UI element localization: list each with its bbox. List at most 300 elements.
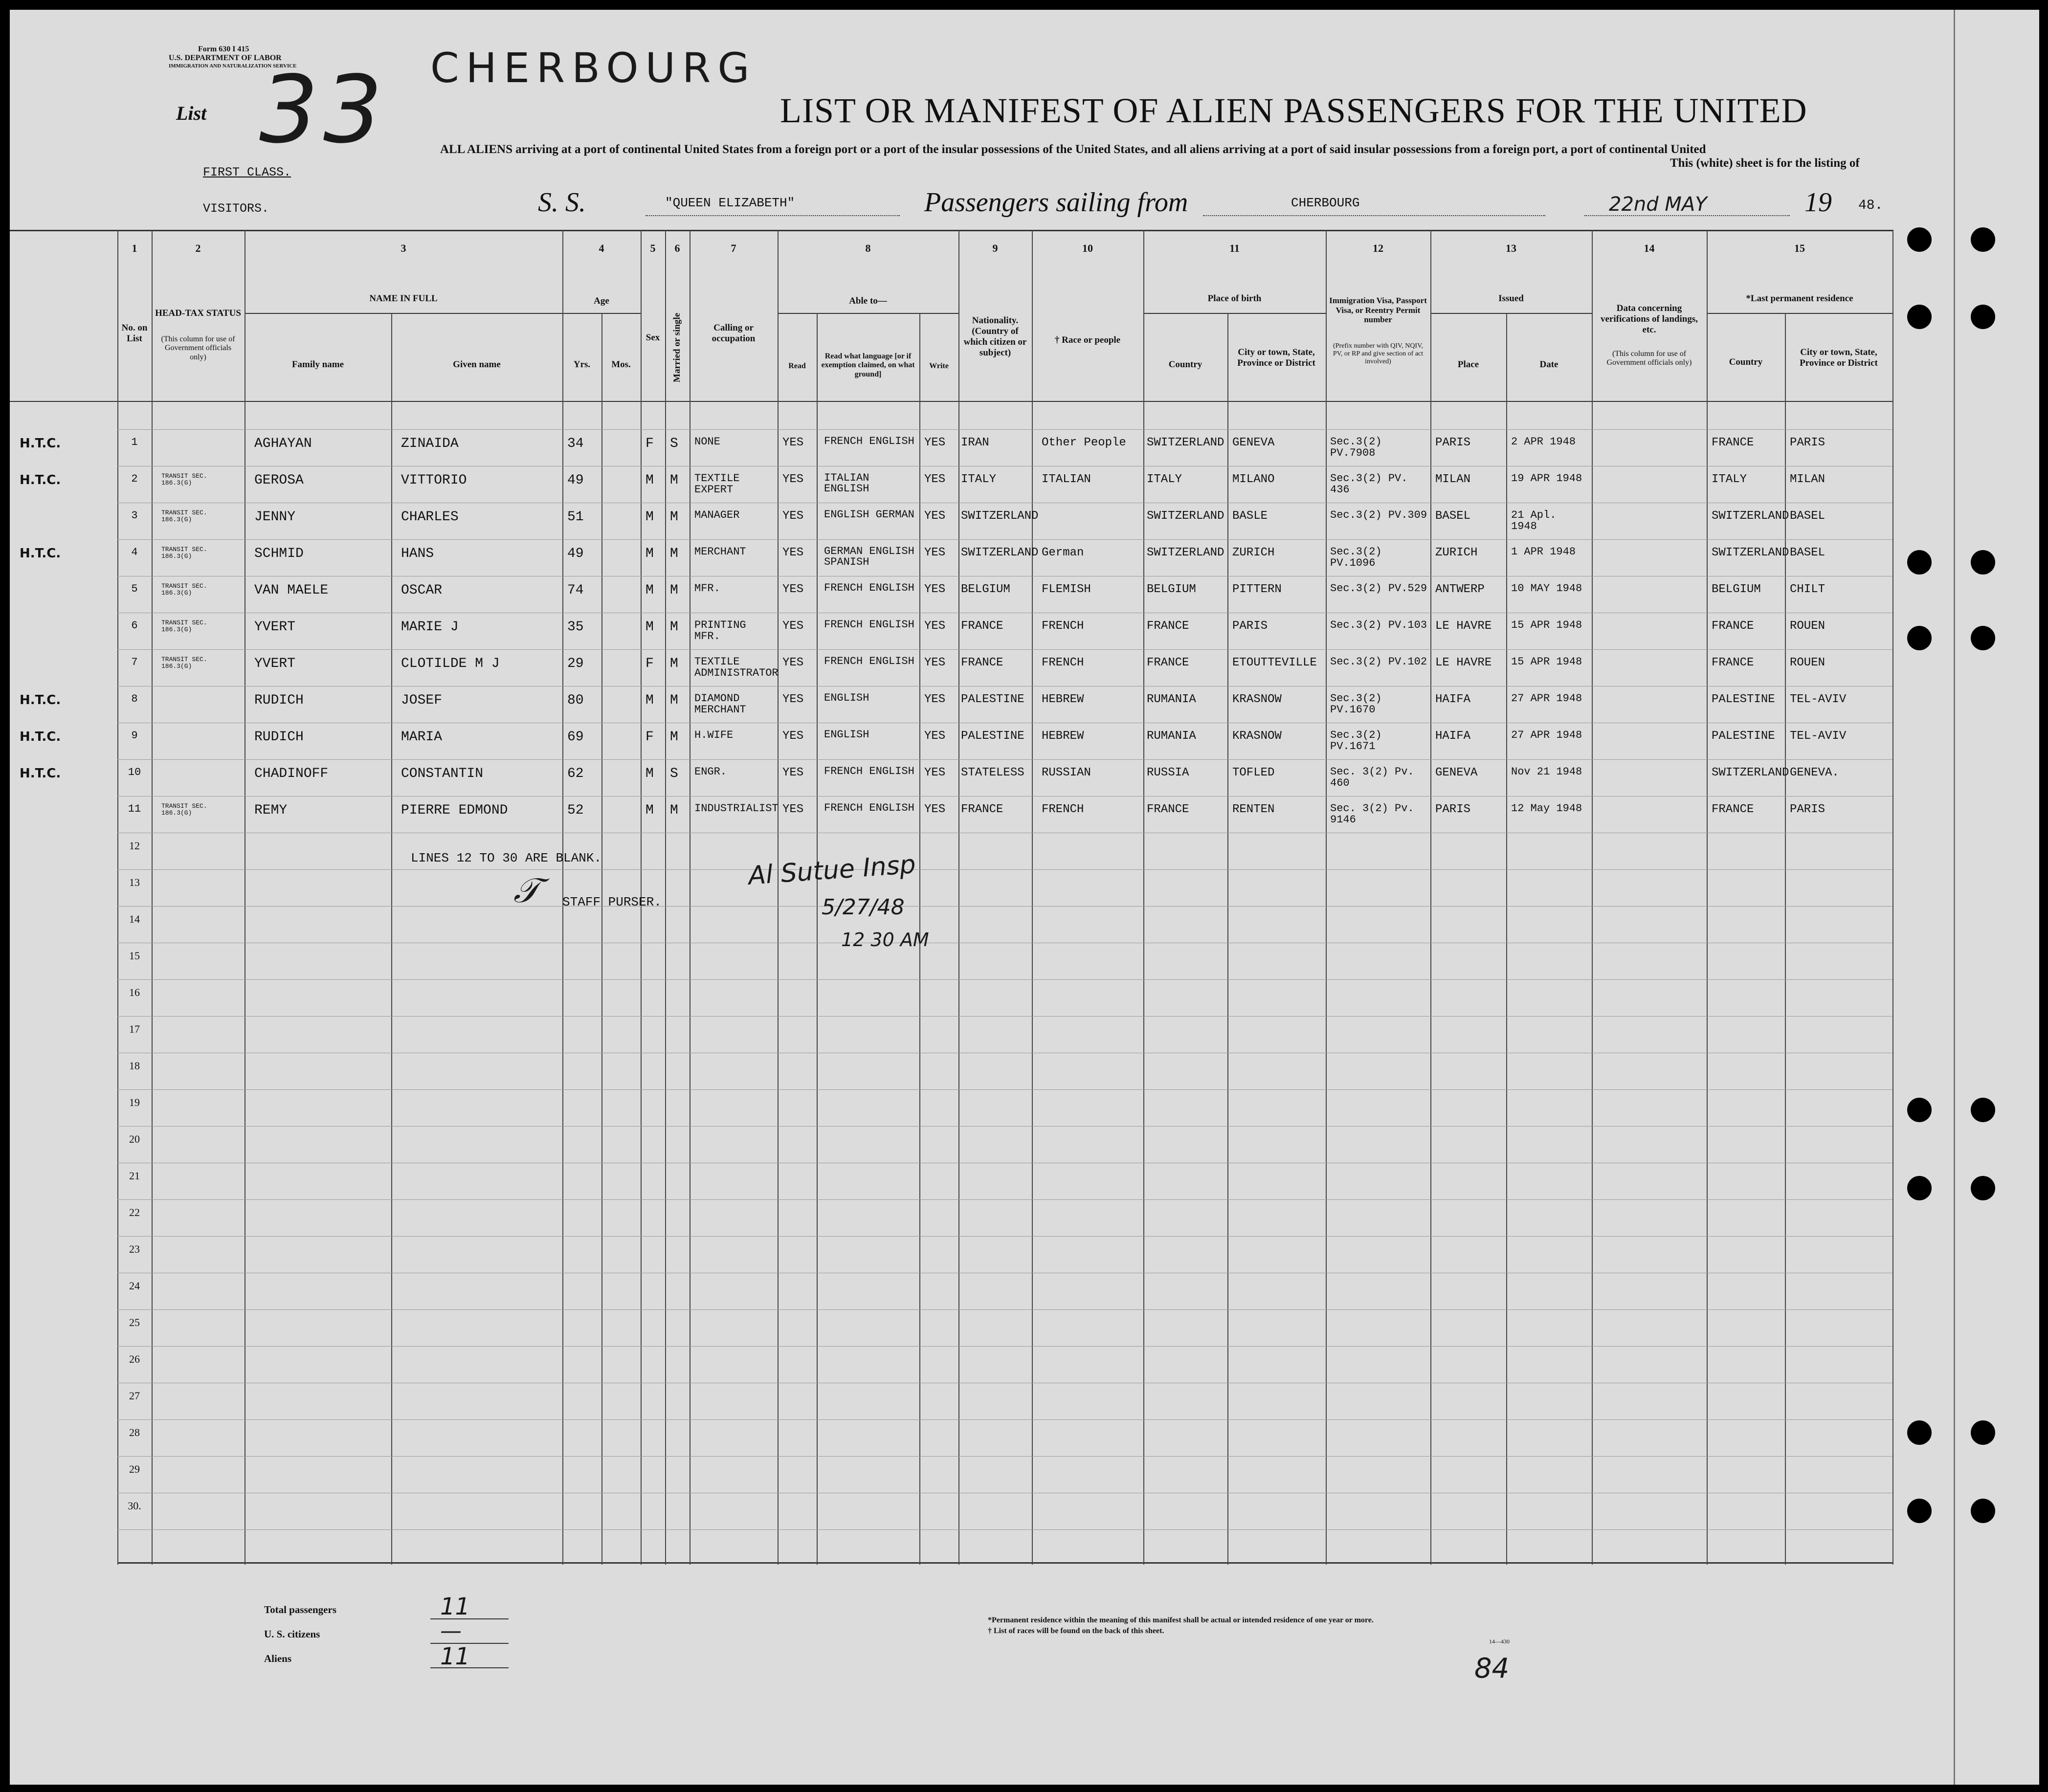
- year-prefix: 19: [1804, 187, 1832, 218]
- row-number: 3: [131, 509, 138, 522]
- col-number: 10: [1082, 242, 1093, 254]
- blank-row-number: 17: [129, 1023, 140, 1035]
- birth-city: PITTERN: [1232, 583, 1282, 596]
- punch-hole: [1971, 1098, 1995, 1122]
- col-head-nationality: Nationality. (Country of which citizen or subject): [963, 315, 1027, 358]
- can-write: YES: [924, 509, 946, 523]
- passenger-row: [10, 473, 1892, 509]
- can-write: YES: [924, 730, 946, 743]
- row-rule: [117, 1199, 1892, 1200]
- col-rule: [1143, 230, 1144, 1565]
- can-write: YES: [924, 473, 946, 486]
- col-head-residence: *Last permanent residence: [1746, 293, 1853, 304]
- punch-hole: [1907, 1098, 1932, 1122]
- nationality: PALESTINE: [961, 693, 1024, 706]
- blank-row-number: 16: [129, 986, 140, 998]
- punch-hole: [1971, 550, 1995, 575]
- col-number: 5: [650, 242, 656, 254]
- row-rule: [117, 979, 1892, 980]
- blank-row-number: 20: [129, 1133, 140, 1145]
- col-head-read: Read: [788, 362, 806, 370]
- race: HEBREW: [1042, 730, 1084, 743]
- sailing-label: Passengers sailing from: [924, 187, 1188, 218]
- birth-city: PARIS: [1232, 619, 1268, 633]
- manifest-sheet: [10, 10, 2039, 1785]
- family-name: YVERT: [254, 619, 296, 635]
- us-citizens-value: —: [440, 1618, 462, 1643]
- year-suffix: 48.: [1858, 198, 1883, 213]
- age-years: 52: [567, 803, 584, 818]
- form-code: 14—430: [1489, 1638, 1510, 1645]
- head-tax-stamp: TRANSIT SEC. 186.3(G): [161, 656, 207, 670]
- row-number: 10: [128, 766, 141, 778]
- issued-place: LE HAVRE: [1435, 656, 1492, 669]
- row-rule: [117, 1529, 1892, 1530]
- inspector-note: Al Sutue Insp: [747, 850, 917, 891]
- issued-place: HAIFA: [1435, 693, 1471, 706]
- visa-number: Sec.3(2) PV.7908: [1330, 436, 1382, 460]
- col-rule: [152, 230, 153, 1565]
- occupation: H.WIFE: [694, 729, 734, 741]
- col-rule: [1707, 230, 1708, 1565]
- punch-hole: [1907, 1176, 1932, 1200]
- race: FRENCH: [1042, 656, 1084, 669]
- can-write: YES: [924, 546, 946, 559]
- can-read: YES: [782, 473, 804, 486]
- blank-row-number: 26: [129, 1353, 140, 1365]
- row-number: 1: [131, 436, 138, 448]
- age-years: 51: [567, 509, 584, 525]
- sex: F: [646, 656, 654, 671]
- marital-status: M: [670, 730, 678, 745]
- can-read: YES: [782, 730, 804, 743]
- totals-rule: [430, 1667, 509, 1668]
- can-write: YES: [924, 436, 946, 449]
- marital-status: M: [670, 473, 678, 488]
- issued-date: 21 Apl. 1948: [1511, 509, 1557, 533]
- birth-country: FRANCE: [1147, 803, 1189, 816]
- port-handwritten: CHERBOURG: [430, 44, 757, 92]
- head-tax-stamp: TRANSIT SEC. 186.3(G): [161, 802, 207, 817]
- residence-country: SWITZERLAND: [1712, 546, 1789, 559]
- blank-row-number: 15: [129, 950, 140, 962]
- sex: M: [646, 546, 654, 561]
- read-language: FRENCH ENGLISH: [824, 582, 914, 594]
- row-number: 11: [128, 803, 141, 815]
- blank-row-number: 13: [129, 876, 140, 888]
- sex: M: [646, 766, 654, 781]
- occupation: TEXTILE ADMINISTRATOR: [694, 656, 779, 680]
- birth-city: TOFLED: [1232, 766, 1275, 779]
- service: IMMIGRATION AND NATURALIZATION SERVICE: [169, 63, 297, 69]
- residence-city: ROUEN: [1790, 656, 1825, 669]
- issued-date: 12 May 1948: [1511, 802, 1582, 815]
- can-write: YES: [924, 766, 946, 779]
- visa-number: Sec.3(2) PV.529: [1330, 582, 1427, 595]
- col-head-res-city: City or town, State, Province or District: [1800, 347, 1878, 368]
- can-write: YES: [924, 693, 946, 706]
- given-name: PIERRE EDMOND: [401, 803, 508, 818]
- nationality: FRANCE: [961, 656, 1003, 669]
- occupation: INDUSTRIALIST: [694, 802, 779, 815]
- sex: M: [646, 473, 654, 488]
- family-name: RUDICH: [254, 730, 304, 745]
- issued-date: 15 APR 1948: [1511, 656, 1582, 668]
- birth-country: FRANCE: [1147, 656, 1189, 669]
- department: U.S. DEPARTMENT OF LABOR: [169, 54, 282, 63]
- age-years: 74: [567, 583, 584, 598]
- read-language: ENGLISH: [824, 729, 869, 741]
- blank-row-number: 30.: [128, 1500, 141, 1512]
- list-number: 33: [259, 56, 387, 164]
- row-rule: [117, 1016, 1892, 1017]
- purser-signature: 𝒯: [513, 870, 540, 910]
- residence-country: SWITZERLAND: [1712, 509, 1789, 523]
- col-number: 3: [401, 242, 406, 254]
- visa-number: Sec. 3(2) Pv. 9146: [1330, 802, 1414, 826]
- family-name: JENNY: [254, 509, 296, 525]
- passenger-row: [10, 546, 1892, 583]
- nationality: ITALY: [961, 473, 997, 486]
- us-citizens-label: U. S. citizens: [264, 1628, 320, 1640]
- table-bottom-border: [117, 1562, 1892, 1564]
- can-read: YES: [782, 546, 804, 559]
- nationality: STATELESS: [961, 766, 1024, 779]
- nationality: FRANCE: [961, 619, 1003, 633]
- white-sheet-note: This (white) sheet is for the listing of: [1670, 156, 1860, 170]
- col-head-readlang: Read what language [or if exemption claimed, on what ground]: [821, 352, 915, 378]
- issued-place: ZURICH: [1435, 546, 1478, 559]
- blank-row-number: 25: [129, 1316, 140, 1328]
- race: HEBREW: [1042, 693, 1084, 706]
- punch-hole: [1907, 1499, 1932, 1523]
- given-name: VITTORIO: [401, 473, 467, 488]
- sex: F: [646, 436, 654, 451]
- marital-status: M: [670, 656, 678, 671]
- row-number: 8: [131, 693, 138, 705]
- residence-city: BASEL: [1790, 546, 1825, 559]
- birth-divider: [1143, 313, 1326, 314]
- punch-hole: [1971, 305, 1995, 329]
- residence-city: TEL-AVIV: [1790, 730, 1847, 743]
- col-head-given: Given name: [453, 359, 501, 370]
- birth-country: ITALY: [1147, 473, 1182, 486]
- issued-date: 1 APR 1948: [1511, 546, 1576, 558]
- col-head-calling: Calling or occupation: [712, 323, 756, 344]
- issued-place: GENEVA: [1435, 766, 1478, 779]
- blank-row-number: 22: [129, 1206, 140, 1218]
- read-language: FRENCH ENGLISH: [824, 619, 914, 631]
- birth-country: RUSSIA: [1147, 766, 1189, 779]
- col-number: 6: [674, 242, 680, 254]
- inspector-date: 5/27/48: [822, 895, 905, 920]
- nationality: SWITZERLAND: [961, 509, 1039, 523]
- sex: M: [646, 693, 654, 708]
- can-write: YES: [924, 583, 946, 596]
- col-head-headtax: HEAD-TAX STATUS: [155, 308, 241, 318]
- class-line2: VISITORS.: [203, 201, 269, 216]
- blank-row-number: 19: [129, 1096, 140, 1108]
- page-title: LIST OR MANIFEST OF ALIEN PASSENGERS FOR THE UNITED: [780, 91, 1807, 130]
- visa-number: Sec.3(2) PV.102: [1330, 656, 1427, 668]
- issued-place: LE HAVRE: [1435, 619, 1492, 633]
- row-number: 7: [131, 656, 138, 668]
- marital-status: M: [670, 693, 678, 708]
- occupation: MANAGER: [694, 509, 740, 521]
- residence-city: ROUEN: [1790, 619, 1825, 633]
- given-name: MARIA: [401, 730, 443, 745]
- row-rule: [117, 1419, 1892, 1420]
- form-number: Form 630 I 415: [198, 45, 249, 53]
- col-head-data-note: (This column for use of Government officials only): [1606, 350, 1692, 367]
- htc-mark: H.T.C.: [20, 546, 61, 561]
- totals-rule: [430, 1618, 509, 1619]
- can-write: YES: [924, 803, 946, 816]
- family-name: RUDICH: [254, 693, 304, 708]
- issued-place: HAIFA: [1435, 730, 1471, 743]
- issued-date: 15 APR 1948: [1511, 619, 1582, 631]
- can-read: YES: [782, 766, 804, 779]
- punch-hole: [1971, 227, 1995, 252]
- page-edge-fold: [1954, 10, 1955, 1785]
- marital-status: S: [670, 766, 678, 781]
- visa-number: Sec.3(2) PV.1670: [1330, 692, 1382, 716]
- ss-label: S. S.: [538, 187, 586, 218]
- residence-country: FRANCE: [1712, 436, 1754, 449]
- can-read: YES: [782, 803, 804, 816]
- punch-hole: [1971, 626, 1995, 650]
- birth-city: KRASNOW: [1232, 730, 1282, 743]
- col-number: 8: [865, 242, 871, 254]
- given-name: CLOTILDE M J: [401, 656, 500, 671]
- col-head-able: Able to—: [849, 296, 887, 306]
- row-number: 6: [131, 619, 138, 632]
- birth-city: ZURICH: [1232, 546, 1275, 559]
- col-head-birth-country: Country: [1168, 359, 1202, 370]
- header-bottom-border: [10, 401, 1892, 402]
- nationality: BELGIUM: [961, 583, 1010, 596]
- can-read: YES: [782, 509, 804, 523]
- row-rule: [117, 1236, 1892, 1237]
- race: FRENCH: [1042, 619, 1084, 633]
- blank-row-number: 29: [129, 1463, 140, 1475]
- residence-country: PALESTINE: [1712, 730, 1775, 743]
- birth-city: RENTEN: [1232, 803, 1275, 816]
- residence-country: FRANCE: [1712, 656, 1754, 669]
- given-name: CONSTANTIN: [401, 766, 484, 781]
- row-rule: [117, 1126, 1892, 1127]
- col-head-issued: Issued: [1498, 293, 1524, 304]
- residence-city: MILAN: [1790, 473, 1825, 486]
- birth-country: SWITZERLAND: [1147, 546, 1224, 559]
- col-number: 2: [195, 242, 201, 254]
- residence-country: FRANCE: [1712, 619, 1754, 633]
- visa-number: Sec.3(2) PV.1671: [1330, 729, 1382, 753]
- ship-line: [646, 215, 900, 216]
- totals-rule: [430, 1643, 509, 1644]
- ship-name: "QUEEN ELIZABETH": [665, 196, 795, 210]
- col-rule: [1032, 230, 1033, 1565]
- col-rule: [778, 230, 779, 1565]
- col-head-birth: Place of birth: [1207, 293, 1262, 304]
- page-number: 84: [1474, 1653, 1510, 1684]
- col-number: 4: [599, 242, 604, 254]
- occupation: MERCHANT: [694, 546, 746, 558]
- col-head-name: NAME IN FULL: [369, 293, 438, 304]
- can-write: YES: [924, 619, 946, 633]
- col-number: 7: [731, 242, 736, 254]
- col-number: 9: [992, 242, 998, 254]
- passenger-row: [10, 803, 1892, 840]
- passenger-row: [10, 619, 1892, 656]
- given-name: MARIE J: [401, 619, 459, 635]
- birth-city: GENEVA: [1232, 436, 1275, 449]
- footnote-1: *Permanent residence within the meaning of this manifest shall be actual or intended residence of one year or more.: [988, 1616, 1374, 1624]
- col-head-family: Family name: [291, 359, 344, 370]
- race: Other People: [1042, 436, 1126, 449]
- head-tax-stamp: TRANSIT SEC. 186.3(G): [161, 472, 207, 487]
- family-name: SCHMID: [254, 546, 304, 561]
- staff-purser: STAFF PURSER.: [562, 895, 662, 909]
- issued-place: PARIS: [1435, 436, 1471, 449]
- inspector-time: 12 30 AM: [841, 929, 929, 951]
- birth-country: SWITZERLAND: [1147, 436, 1224, 449]
- punch-hole: [1907, 626, 1932, 650]
- residence-city: PARIS: [1790, 436, 1825, 449]
- marital-status: M: [670, 509, 678, 525]
- passenger-row: [10, 766, 1892, 803]
- name-divider: [245, 313, 575, 314]
- marital-status: S: [670, 436, 678, 451]
- given-name: JOSEF: [401, 693, 443, 708]
- col-head-date: Date: [1539, 359, 1558, 370]
- issued-date: 19 APR 1948: [1511, 472, 1582, 485]
- nationality: SWITZERLAND: [961, 546, 1039, 559]
- issued-place: PARIS: [1435, 803, 1471, 816]
- race: FRENCH: [1042, 803, 1084, 816]
- row-rule: [117, 1346, 1892, 1347]
- col-number: 13: [1506, 242, 1516, 254]
- birth-city: BASLE: [1232, 509, 1268, 523]
- col-head-visa-note: (Prefix number with QIV, NQIV, PV, or RP and give section of act involved): [1333, 342, 1424, 366]
- punch-hole: [1971, 1499, 1995, 1523]
- total-passengers-label: Total passengers: [264, 1604, 336, 1615]
- col-head-married: Married or single: [672, 312, 683, 382]
- issued-date: 27 APR 1948: [1511, 729, 1582, 741]
- sailing-port: CHERBOURG: [1291, 196, 1360, 210]
- punch-hole: [1971, 1420, 1995, 1445]
- blank-row-number: 14: [129, 913, 140, 925]
- issued-date: 10 MAY 1948: [1511, 582, 1582, 595]
- head-tax-stamp: TRANSIT SEC. 186.3(G): [161, 509, 207, 524]
- col-head-mos: Mos.: [611, 359, 631, 370]
- issued-date: Nov 21 1948: [1511, 766, 1582, 778]
- birth-city: ETOUTTEVILLE: [1232, 656, 1317, 669]
- race: RUSSIAN: [1042, 766, 1091, 779]
- occupation: PRINTING MFR.: [694, 619, 746, 643]
- row-rule: [117, 869, 1892, 870]
- residence-country: FRANCE: [1712, 803, 1754, 816]
- residence-country: SWITZERLAND: [1712, 766, 1789, 779]
- htc-mark: H.T.C.: [20, 766, 61, 781]
- age-years: 49: [567, 546, 584, 561]
- issued-date: 2 APR 1948: [1511, 436, 1576, 448]
- visa-number: Sec.3(2) PV.309: [1330, 509, 1427, 521]
- birth-country: RUMANIA: [1147, 693, 1196, 706]
- col-number: 14: [1644, 242, 1655, 254]
- can-read: YES: [782, 619, 804, 633]
- given-name: OSCAR: [401, 583, 443, 598]
- read-language: GERMAN ENGLISH SPANISH: [824, 545, 914, 568]
- row-number: 9: [131, 730, 138, 742]
- col-head-race: † Race or people: [1054, 335, 1121, 345]
- can-read: YES: [782, 436, 804, 449]
- residence-country: BELGIUM: [1712, 583, 1761, 596]
- occupation: NONE: [694, 436, 720, 448]
- residence-city: GENEVA.: [1790, 766, 1839, 779]
- col-number: 12: [1373, 242, 1383, 254]
- given-name: HANS: [401, 546, 434, 561]
- nationality: IRAN: [961, 436, 989, 449]
- punch-hole: [1907, 550, 1932, 575]
- marital-status: M: [670, 619, 678, 635]
- read-language: ITALIAN ENGLISH: [824, 472, 869, 495]
- family-name: REMY: [254, 803, 288, 818]
- sex: M: [646, 619, 654, 635]
- issued-place: ANTWERP: [1435, 583, 1485, 596]
- passenger-row: [10, 509, 1892, 546]
- issued-place: BASEL: [1435, 509, 1471, 523]
- able-divider: [778, 313, 958, 314]
- col-rule: [1892, 230, 1893, 1565]
- col-head-write: Write: [929, 362, 949, 370]
- visa-number: Sec.3(2) PV. 436: [1330, 472, 1408, 496]
- marital-status: M: [670, 583, 678, 598]
- age-years: 35: [567, 619, 584, 635]
- given-name: CHARLES: [401, 509, 459, 525]
- col-number: 11: [1229, 242, 1240, 254]
- col-head-no: No. on List: [121, 323, 148, 344]
- read-language: FRENCH ENGLISH: [824, 765, 914, 777]
- sex: M: [646, 583, 654, 598]
- blank-row-number: 28: [129, 1426, 140, 1438]
- sailing-line: [1203, 215, 1545, 216]
- can-write: YES: [924, 656, 946, 669]
- aliens-value: 11: [440, 1643, 470, 1670]
- passenger-row: [10, 436, 1892, 473]
- age-years: 80: [567, 693, 584, 708]
- birth-country: BELGIUM: [1147, 583, 1196, 596]
- can-read: YES: [782, 693, 804, 706]
- head-tax-stamp: TRANSIT SEC. 186.3(G): [161, 619, 207, 634]
- aliens-label: Aliens: [264, 1653, 292, 1664]
- read-language: FRENCH ENGLISH: [824, 802, 914, 814]
- col-rule: [1430, 230, 1431, 1565]
- col-head-visa: Immigration Visa, Passport Visa, or Reentry Permit number: [1329, 296, 1427, 325]
- footnote-2: † List of races will be found on the back of this sheet.: [988, 1627, 1164, 1635]
- residence-city: TEL-AVIV: [1790, 693, 1847, 706]
- col-head-data: Data concerning verifications of landings, etc.: [1601, 303, 1698, 335]
- marital-status: M: [670, 546, 678, 561]
- passenger-row: [10, 693, 1892, 730]
- list-label: List: [176, 102, 207, 124]
- read-language: FRENCH ENGLISH: [824, 435, 914, 447]
- htc-mark: H.T.C.: [20, 730, 61, 744]
- row-rule: [117, 906, 1892, 907]
- nationality: FRANCE: [961, 803, 1003, 816]
- blank-row-number: 12: [129, 840, 140, 852]
- col-number: 1: [132, 242, 137, 254]
